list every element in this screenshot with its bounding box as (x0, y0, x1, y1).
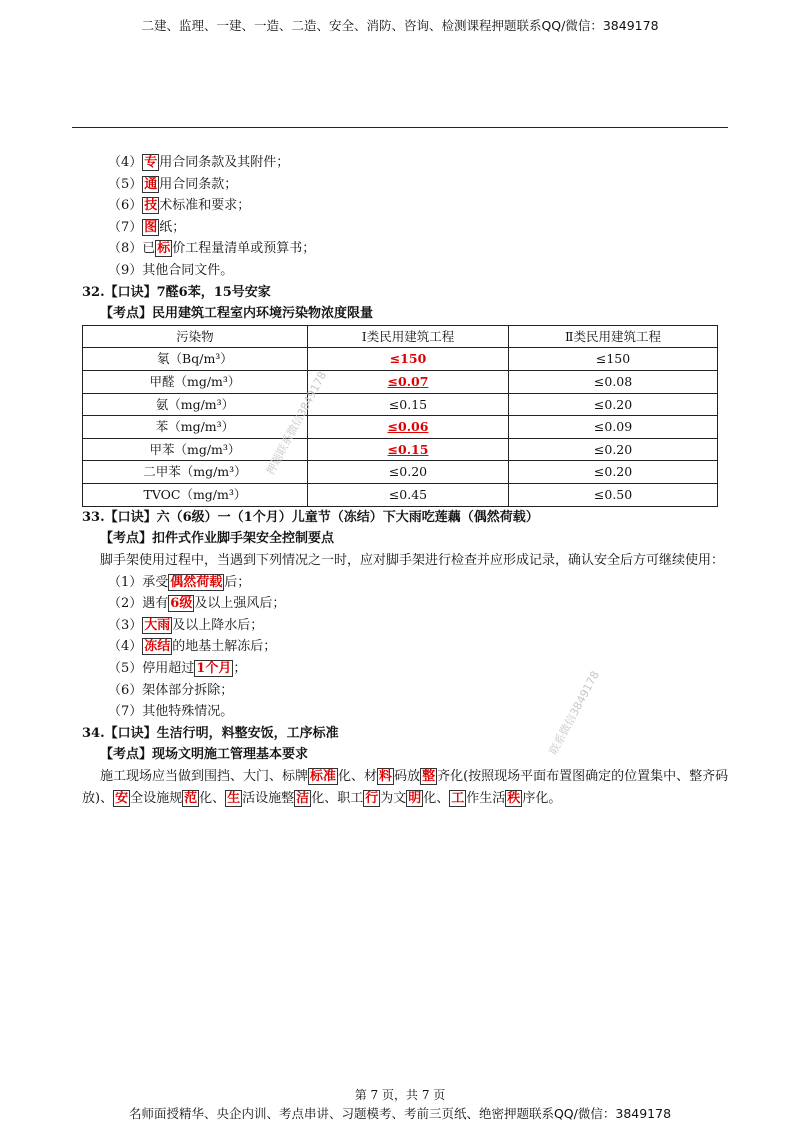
page-header: 二建、监理、一建、一造、二造、安全、消防、咨询、检测课程押题联系QQ/微信：3849178 (141, 18, 659, 33)
list-item-text: （1）承受 (108, 574, 169, 590)
list-item-text: （8）已 (108, 241, 156, 257)
list-item-text: 用合同条款； (159, 176, 238, 192)
section-33-kaodian: 【考点】扣件式作业脚手架安全控制要点 (100, 531, 335, 547)
cell-value: ≤0.07 (387, 373, 429, 389)
section-33-title: 33.【口诀】六（6级）一（1个月）儿童节（冻结）下大雨吃莲藕（偶然荷载） (82, 509, 539, 525)
list-item-text: （5） (108, 176, 143, 192)
cell-value: 甲苯（mg/m³） (149, 441, 241, 457)
watermark: 押题联系微信3849178 (263, 369, 330, 478)
cell-value: 二甲苯（mg/m³） (143, 464, 247, 480)
list-item-text: 纸； (159, 219, 186, 235)
highlight-term: 秩 (507, 791, 521, 807)
table-cell (307, 393, 508, 416)
table-cell (307, 438, 508, 461)
highlight-term: 技 (144, 198, 158, 214)
list-item-text: （9）其他合同文件。 (108, 262, 234, 278)
table-cell (509, 461, 718, 484)
cell-value: ≤0.09 (593, 419, 633, 435)
list-item (100, 680, 740, 702)
cell-value: ≤0.20 (593, 464, 633, 480)
cell-value: ≤0.20 (388, 464, 428, 480)
table-cell (83, 370, 308, 393)
list-item-text: 术标准和要求； (159, 198, 251, 214)
paragraph-text: 化、材 (338, 769, 378, 785)
list-item-text: ； (233, 661, 247, 677)
table-cell (307, 483, 508, 506)
highlight-term: 工 (451, 791, 465, 807)
paragraph-text: 施工现场应当做到围挡、大门、标牌 (100, 769, 309, 785)
document-body (82, 152, 740, 810)
table-header-cell: Ⅱ类民用建筑工程 (509, 325, 718, 348)
list-item-text: （5）停用超过 (108, 661, 195, 677)
cell-value: 氨（mg/m³） (155, 396, 235, 412)
highlight-term: 整 (422, 769, 436, 785)
table-row (83, 461, 718, 484)
highlight-term: 生 (227, 791, 241, 807)
table-header-cell: Ⅰ类民用建筑工程 (307, 325, 508, 348)
cell-value: ≤0.45 (388, 486, 428, 502)
table-cell (83, 483, 308, 506)
highlight-term: 专 (144, 155, 158, 170)
list-item (100, 658, 740, 680)
section-32-kaodian: 【考点】民用建筑工程室内环境污染物浓度限量 (100, 306, 374, 322)
list-item (100, 195, 740, 217)
cell-value: TVOC（mg/m³） (143, 486, 247, 502)
section-32-title: 32.【口诀】7醛6苯，15号安家 (82, 284, 271, 300)
table-cell (307, 348, 508, 371)
highlight-term: 行 (365, 791, 379, 807)
highlight-term: 通 (144, 176, 158, 192)
list-item (100, 572, 740, 594)
cell-value: ≤150 (595, 351, 631, 367)
highlight-term: 1个月 (196, 661, 232, 677)
section-34-kaodian: 【考点】现场文明施工管理基本要求 (100, 747, 309, 763)
table-header-cell: 污染物 (83, 325, 308, 348)
table-row (83, 393, 718, 416)
table-cell (509, 416, 718, 439)
pollutant-limits-table (82, 325, 718, 507)
list-item-text: （7） (108, 219, 143, 235)
list-item (100, 615, 740, 637)
highlight-term: 6级 (170, 596, 193, 612)
table-row (83, 438, 718, 461)
table-cell (509, 393, 718, 416)
highlight-term: 冻结 (144, 639, 171, 655)
paragraph-text: 化、 (199, 791, 226, 807)
table-row (83, 348, 718, 371)
list-item (100, 636, 740, 658)
page-footer: 名师面授精华、央企内训、考点串讲、习题模考、考前三页纸、绝密押题联系QQ/微信：3849178 (128, 1106, 672, 1121)
table-cell (509, 348, 718, 371)
list-item-text: （3） (108, 617, 143, 633)
list-item (100, 217, 740, 239)
table-cell (509, 483, 718, 506)
highlight-term: 标 (157, 241, 171, 257)
table-cell (83, 416, 308, 439)
highlight-term: 偶然荷载 (170, 574, 223, 590)
section-33-intro: 脚手架使用过程中，当遇到下列情况之一时，应对脚手架进行检查并应形成记录，确认安全后方可继续使用： (100, 552, 725, 568)
table-header-row (83, 325, 718, 348)
highlight-term: 洁 (296, 791, 310, 807)
watermark: 联系微信3849178 (546, 668, 602, 758)
cell-value: ≤0.08 (593, 373, 633, 389)
cell-value: 甲醛（mg/m³） (149, 373, 241, 389)
paragraph-text: 为文 (380, 791, 407, 807)
paragraph-text: 码放 (394, 769, 421, 785)
paragraph-text: 齐化(按照现场平面布置图确定的位置集中、整齐码放)、 (82, 769, 729, 807)
paragraph-text: 化、职工 (311, 791, 364, 807)
table-cell (83, 393, 308, 416)
table-cell (509, 370, 718, 393)
list-item (100, 238, 740, 260)
list-item-text: （4） (108, 155, 143, 170)
page-number: 第 7 页，共 7 页 (354, 1088, 446, 1102)
section-34-paragraph (82, 766, 732, 810)
list-item-text: （4） (108, 639, 143, 655)
paragraph-text: 全设施规 (130, 791, 183, 807)
highlight-term: 大雨 (144, 617, 171, 633)
section-34-title: 34.【口诀】生洁行明，料整安饭，工序标准 (82, 725, 339, 741)
scaffold-check-list (100, 572, 740, 723)
paragraph-text: 活设施整 (242, 791, 295, 807)
highlight-term: 料 (379, 769, 393, 785)
cell-value: ≤0.50 (593, 486, 633, 502)
cell-value: 氡（Bq/m³） (157, 351, 233, 367)
table-cell (307, 461, 508, 484)
list-item (100, 174, 740, 196)
list-item-text: 的地基土解冻后； (172, 639, 277, 655)
list-item (100, 593, 740, 615)
cell-value: ≤0.20 (593, 396, 633, 412)
paragraph-text: 序化。 (522, 791, 562, 807)
table-row (83, 370, 718, 393)
cell-value: ≤0.20 (593, 441, 633, 457)
cell-value: ≤0.06 (387, 419, 429, 435)
list-item-text: 用合同条款及其附件； (159, 155, 290, 170)
list-item-text: 及以上降水后； (172, 617, 264, 633)
header-divider (72, 127, 728, 128)
list-item (100, 701, 740, 723)
paragraph-text: 化、 (423, 791, 450, 807)
table-row (83, 483, 718, 506)
contract-documents-list (100, 152, 740, 282)
highlight-term: 安 (115, 791, 129, 807)
list-item (100, 152, 740, 174)
table-cell (307, 416, 508, 439)
list-item-text: （6） (108, 198, 143, 214)
table-cell (83, 348, 308, 371)
highlight-term: 范 (184, 791, 198, 807)
table-cell (509, 438, 718, 461)
list-item-text: 后； (224, 574, 251, 590)
list-item-text: 及以上强风后； (194, 596, 286, 612)
list-item-text: （7）其他特殊情况。 (108, 704, 234, 720)
cell-value: 苯（mg/m³） (155, 419, 235, 435)
list-item-text: （2）遇有 (108, 596, 169, 612)
list-item (100, 260, 740, 282)
table-row (83, 416, 718, 439)
list-item-text: 价工程量清单或预算书； (172, 241, 316, 257)
highlight-term: 标准 (310, 769, 337, 785)
highlight-term: 图 (144, 219, 158, 235)
cell-value: ≤0.15 (387, 441, 429, 457)
table-cell (307, 370, 508, 393)
cell-value: ≤150 (389, 351, 427, 367)
paragraph-text: 作生活 (466, 791, 506, 807)
cell-value: ≤0.15 (388, 396, 428, 412)
highlight-term: 明 (408, 791, 422, 807)
list-item-text: （6）架体部分拆除； (108, 682, 234, 698)
